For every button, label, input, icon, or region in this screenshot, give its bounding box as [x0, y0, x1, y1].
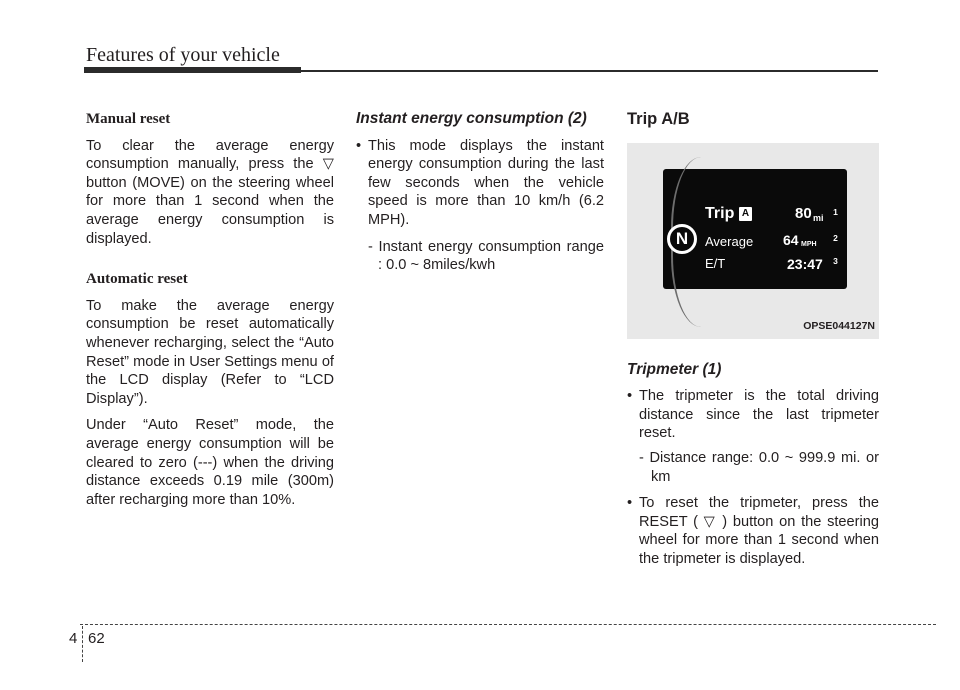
figure-code: OPSE044127N	[803, 320, 875, 332]
instant-energy-range: - Instant energy consumption range : 0.0 ~ 8miles/kwh	[368, 238, 604, 274]
footer-dashed-rule	[80, 624, 936, 625]
instant-energy-heading: Instant energy consumption (2)	[356, 110, 587, 127]
list-item	[627, 494, 879, 568]
page-header-title: Features of your vehicle	[86, 44, 280, 66]
footer-dashed-divider	[82, 626, 83, 662]
instant-energy-list	[356, 137, 604, 275]
tripmeter-bullet-1: The tripmeter is the total driving distance since the last tripmeter reset.	[639, 388, 879, 442]
automatic-reset-text-1: To make the average energy consumption be reset automatically whenever recharging, select the “Auto Reset” mode in User Settings menu of the LCD display (Refer to “LCD Display”).	[86, 297, 334, 407]
callout-marker-2: 2	[829, 232, 842, 245]
manual-reset-heading: Manual reset	[86, 111, 171, 127]
lcd-time-value: 23:47	[787, 255, 823, 272]
manual-reset-text: To clear the average energy consumption manually, press the ▽ button (MOVE) on the steering wheel for more than 1 second when the average energy consumption is displayed.	[86, 137, 334, 247]
trip-heading: Trip A/B	[627, 110, 690, 128]
lcd-et-label: E/T	[705, 255, 726, 271]
automatic-reset-heading: Automatic reset	[86, 271, 188, 288]
column-right	[627, 110, 879, 577]
gear-n-indicator-icon: N	[667, 224, 697, 254]
callout-marker-3: 3	[829, 255, 842, 268]
header-rule-thick	[84, 67, 301, 73]
lcd-screen	[663, 169, 847, 289]
automatic-reset-text-2: Under “Auto Reset” mode, the average energy consumption will be cleared to zero (---) when the driving distance exceeds 0.19 mile (300m) after recharging more than 10%.	[86, 417, 334, 508]
lcd-trip-letter: A	[739, 207, 752, 221]
instant-energy-bullet-1: This mode displays the instant energy consumption during the last few seconds when the vehicle speed is more than 10 km/h (6.2 MPH).	[368, 137, 604, 228]
lcd-average-value: 64	[783, 231, 799, 248]
footer-page-number: 62	[88, 630, 105, 647]
lcd-trip-unit: mi	[813, 212, 824, 223]
lcd-average-unit: MPH	[801, 240, 817, 248]
column-middle	[356, 110, 604, 283]
column-left	[86, 110, 334, 517]
lcd-trip-label: Trip	[705, 204, 735, 222]
footer-chapter-number: 4	[69, 630, 78, 647]
header-rule-thin	[301, 70, 878, 72]
tripmeter-list	[627, 387, 879, 568]
list-item	[356, 137, 604, 275]
tripmeter-distance-range: - Distance range: 0.0 ~ 999.9 mi. or km	[639, 449, 879, 485]
cluster-display-figure	[627, 143, 879, 339]
tripmeter-heading: Tripmeter (1)	[627, 360, 722, 378]
lcd-average-label: Average	[705, 233, 754, 249]
tripmeter-bullet-2: To reset the tripmeter, press the RESET ( ▽ ) button on the steering wheel for more than 1 second when the tripmeter is displayed.	[639, 495, 879, 567]
lcd-trip-value: 80	[795, 204, 812, 222]
callout-marker-1: 1	[829, 206, 842, 219]
list-item	[627, 387, 879, 486]
